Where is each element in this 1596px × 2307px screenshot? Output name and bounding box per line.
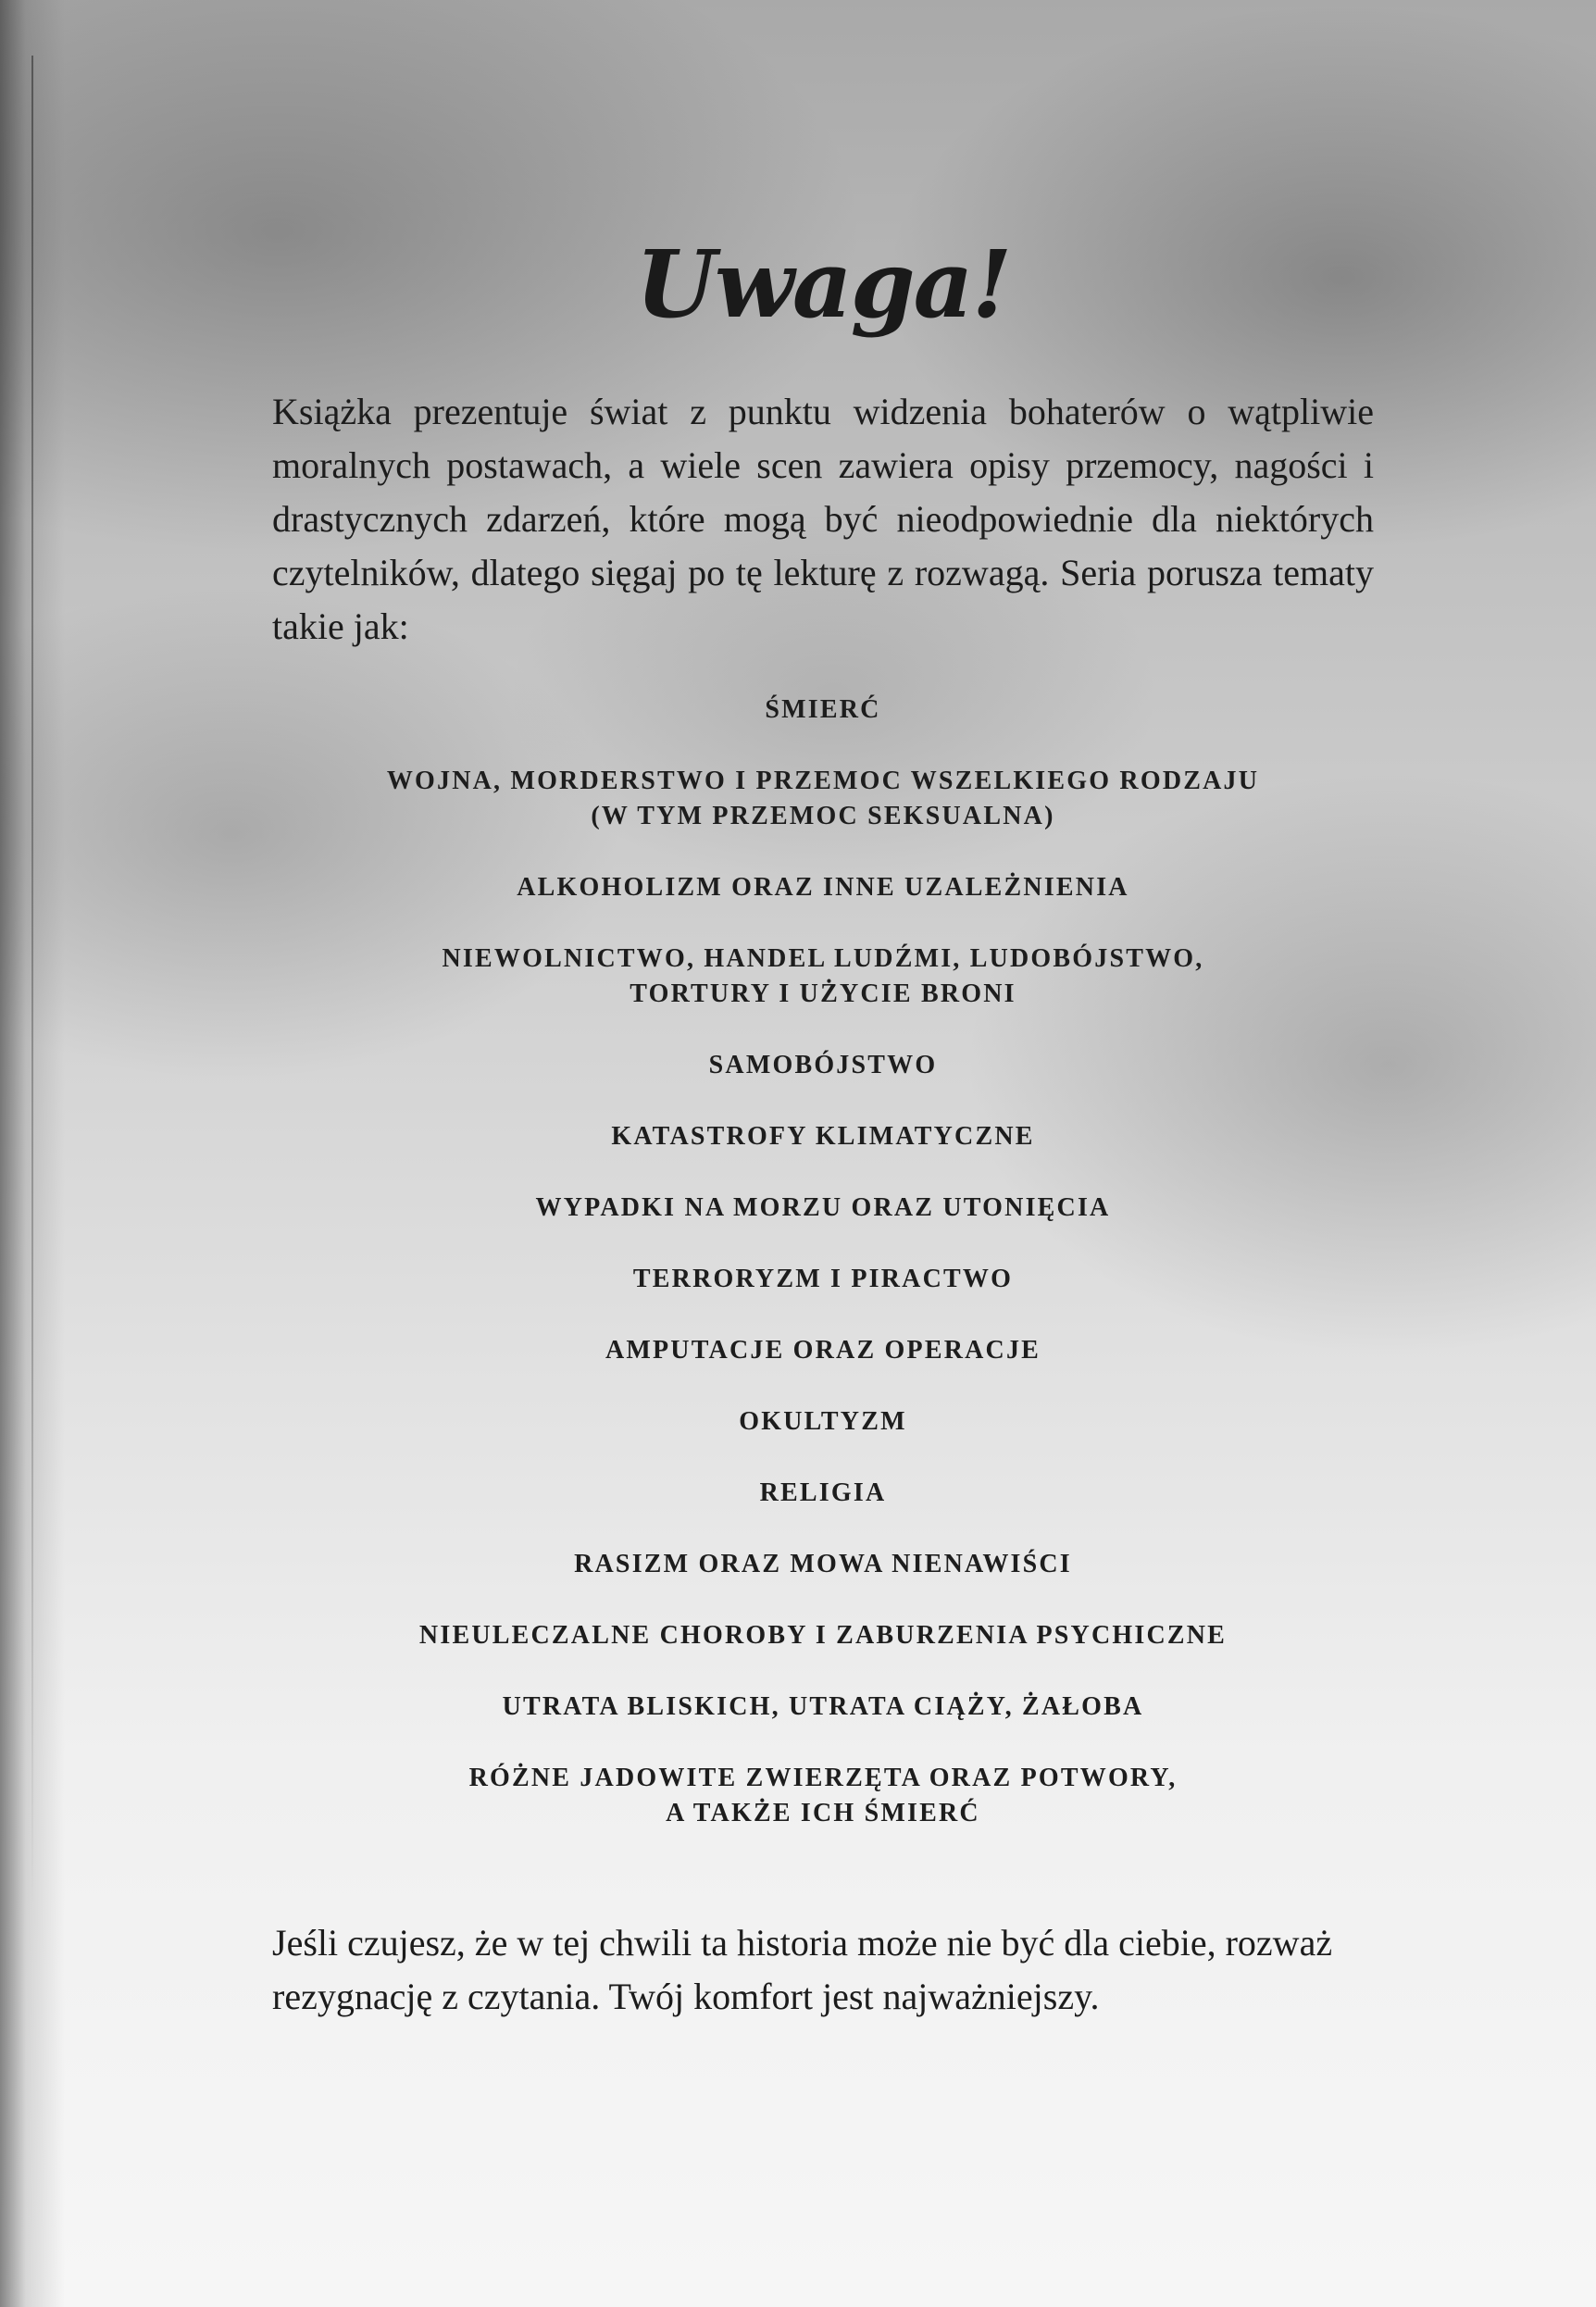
warning-item-line: TERRORYZM I PIRACTWO: [632, 1265, 1014, 1293]
warning-item: [272, 1476, 1374, 1511]
warning-item-line: WOJNA, MORDERSTWO I PRZEMOC WSZELKIEGO RODZAJU: [386, 767, 1260, 795]
warning-item-line: WYPADKI NA MORZU ORAZ UTONIĘCIA: [535, 1193, 1111, 1222]
warning-item: [272, 692, 1374, 728]
warning-item: [272, 1547, 1374, 1582]
warning-item: [272, 1618, 1374, 1653]
warning-item: [272, 1262, 1374, 1297]
book-page: [272, 0, 1374, 2307]
warning-item: [272, 1333, 1374, 1368]
warning-item-line: NIEULECZALNE CHOROBY I ZABURZENIA PSYCHICZNE: [418, 1621, 1228, 1650]
warning-item-line: NIEWOLNICTWO, HANDEL LUDŹMI, LUDOBÓJSTWO,: [442, 944, 1204, 973]
warning-item-line: ALKOHOLIZM ORAZ INNE UZALEŻNIENIA: [517, 873, 1129, 902]
warning-item: [272, 1761, 1374, 1831]
warning-item: [272, 764, 1374, 834]
warning-item-line: AMPUTACJE ORAZ OPERACJE: [605, 1336, 1041, 1365]
warning-item-line: RÓŻNE JADOWITE ZWIERZĘTA ORAZ POTWORY,: [468, 1764, 1178, 1792]
intro-paragraph: Książka prezentuje świat z punktu widzenia bohaterów o wątpliwie moralnych postawach, a wiele scen zawiera opisy przemocy, nagości i drastycznych zdarzeń, które mogą być nieodpowiednie dla niektórych czytelników, dlatego sięgaj po tę lekturę z rozwagą. Seria porusza tematy takie jak:: [272, 391, 1374, 647]
page-title: Uwaga!: [635, 230, 1011, 339]
warning-item-line: KATASTROFY KLIMATYCZNE: [611, 1122, 1035, 1151]
warning-item: [272, 1191, 1374, 1226]
warning-item-line: RELIGIA: [759, 1478, 887, 1507]
warning-item: [272, 1404, 1374, 1440]
warning-item: [272, 870, 1374, 905]
warning-item-line: A TAKŻE ICH ŚMIERĆ: [666, 1799, 980, 1827]
closing-paragraph: Jeśli czujesz, że w tej chwili ta historia może nie być dla ciebie, rozważ rezygnację z czytania. Twój komfort jest najważniejszy.: [272, 1922, 1333, 2017]
warning-item-line: SAMOBÓJSTWO: [708, 1051, 938, 1079]
warning-item: [272, 942, 1374, 1012]
warning-item-line: TORTURY I UŻYCIE BRONI: [630, 979, 1016, 1008]
warning-item-line: ŚMIERĆ: [765, 695, 881, 724]
content-warning-list: [272, 692, 1374, 1867]
warning-item-line: (W TYM PRZEMOC SEKSUALNA): [591, 802, 1055, 830]
page-binding-crease: [31, 56, 33, 1907]
warning-item: [272, 1119, 1374, 1154]
warning-item-line: OKULTYZM: [739, 1407, 907, 1436]
warning-item-line: RASIZM ORAZ MOWA NIENAWIŚCI: [574, 1550, 1072, 1578]
warning-item-line: UTRATA BLISKICH, UTRATA CIĄŻY, ŻAŁOBA: [502, 1692, 1144, 1721]
warning-item: [272, 1048, 1374, 1083]
warning-item: [272, 1690, 1374, 1725]
